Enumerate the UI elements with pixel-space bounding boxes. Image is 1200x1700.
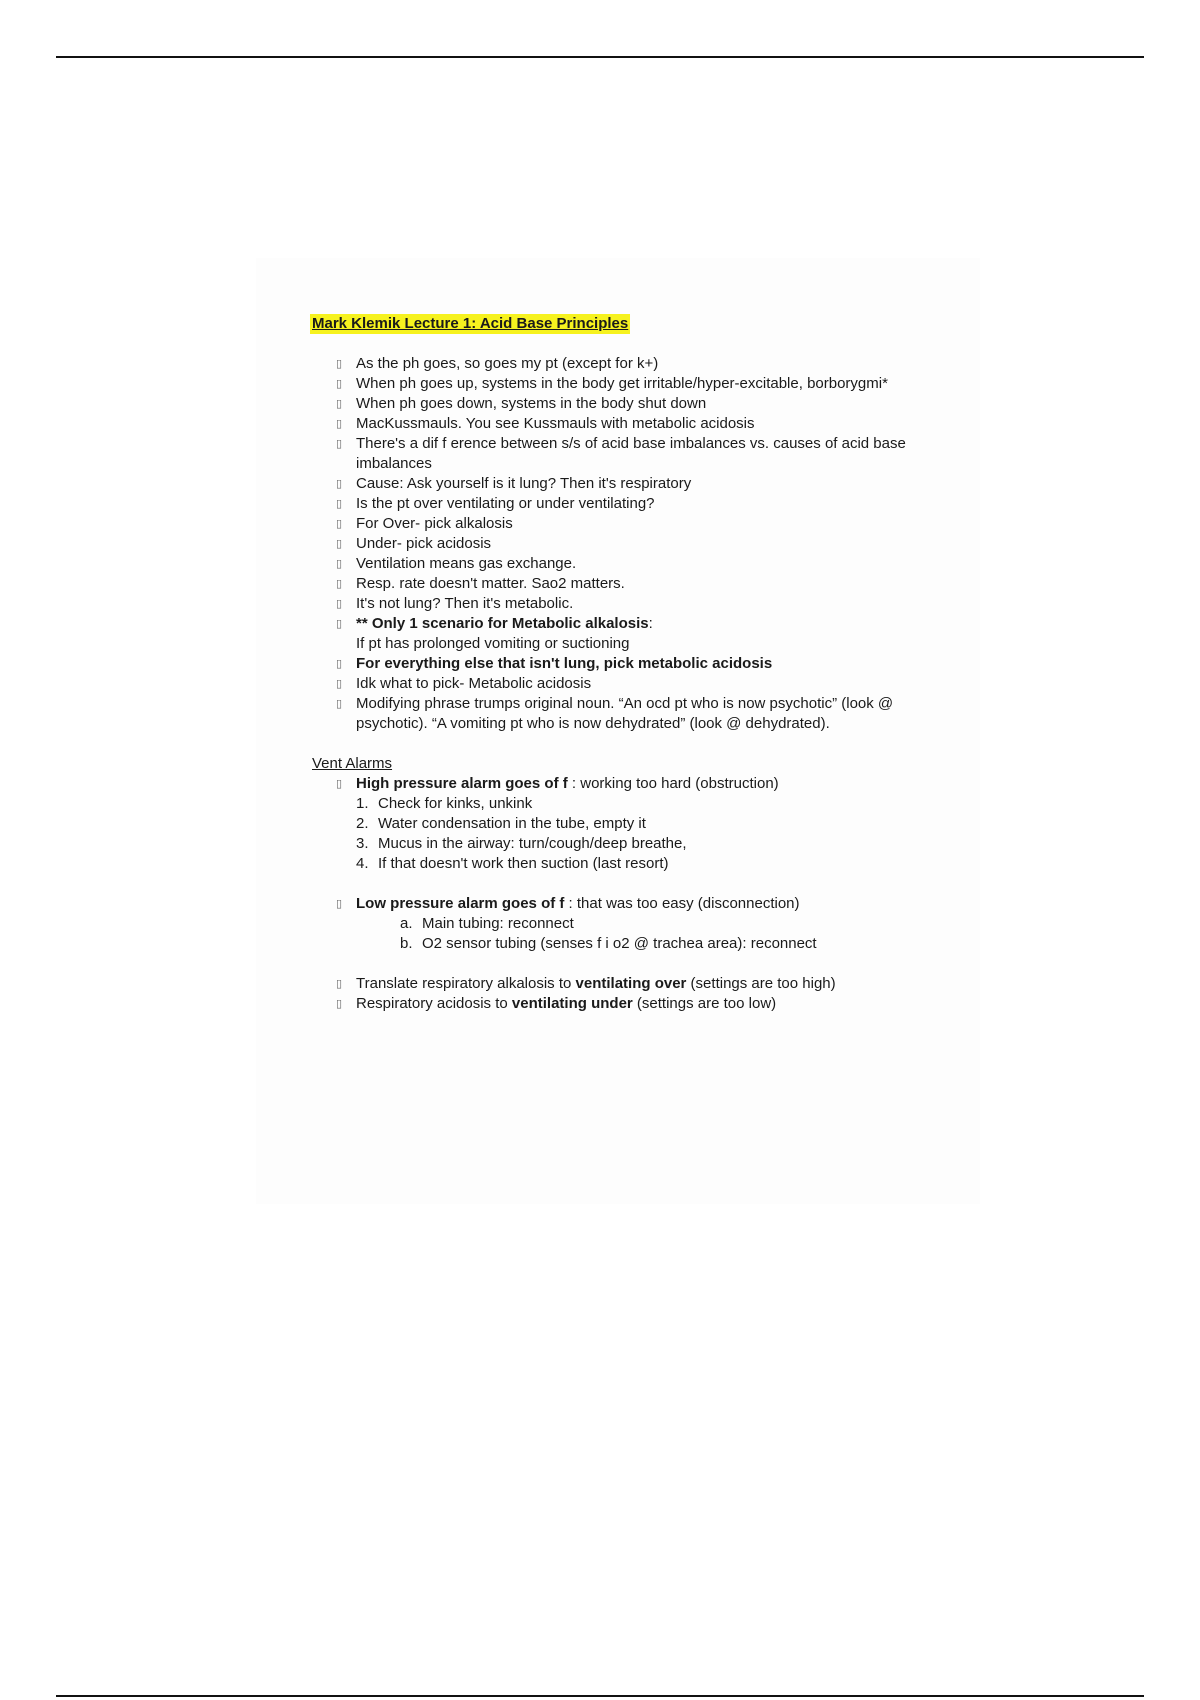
bullet-icon: ▯ <box>336 558 343 570</box>
bullet-icon: ▯ <box>336 418 343 430</box>
document-title-line <box>312 314 952 334</box>
bullet-icon: ▯ <box>336 358 343 370</box>
document-title: Mark Klemik Lecture 1: Acid Base Principles <box>312 315 629 332</box>
list-item: ▯ MacKussmauls. You see Kussmauls with metabolic acidosis <box>336 415 755 432</box>
numbered-step: 1. Check for kinks, unkink <box>356 795 533 812</box>
numbered-step: 2. Water condensation in the tube, empty it <box>356 815 646 832</box>
numbered-step: 4. If that doesn't work then suction (last resort) <box>356 855 669 872</box>
bullet-icon: ▯ <box>336 898 343 910</box>
document-content <box>312 314 952 1014</box>
bullet-icon: ▯ <box>336 618 343 630</box>
list-item: ▯ Modifying phrase trumps original noun. “An ocd pt who is now psychotic” (look @ psychotic). “A vomiting pt who is now dehydrated” (look @ dehydrated). <box>336 695 894 732</box>
bullet-icon: ▯ <box>336 478 343 490</box>
list-item: ▯ Idk what to pick- Metabolic acidosis <box>336 675 592 692</box>
list-item: ▯ When ph goes down, systems in the body shut down <box>336 395 707 412</box>
numbered-step: 3. Mucus in the airway: turn/cough/deep breathe, <box>356 835 687 852</box>
bullet-icon: ▯ <box>336 438 343 450</box>
list-item: ▯ Ventilation means gas exchange. <box>336 555 577 572</box>
bullet-icon: ▯ <box>336 518 343 530</box>
bullet-icon: ▯ <box>336 658 343 670</box>
list-item: ▯ It's not lung? Then it's metabolic. <box>336 595 574 612</box>
bullet-icon: ▯ <box>336 778 343 790</box>
list-item: ▯ For Over- pick alkalosis <box>336 515 513 532</box>
lettered-step: b. O2 sensor tubing (senses f i o2 @ trachea area): reconnect <box>400 935 817 952</box>
bullet-icon: ▯ <box>336 598 343 610</box>
translate-list <box>312 974 952 1014</box>
vent-alarms-heading: Vent Alarms <box>312 755 393 772</box>
bottom-rule <box>56 1695 1144 1697</box>
bullet-icon: ▯ <box>336 498 343 510</box>
bullet-icon: ▯ <box>336 538 343 550</box>
low-pressure-list <box>312 894 952 914</box>
list-item: ▯ Resp. rate doesn't matter. Sao2 matters. <box>336 575 625 592</box>
bullet-icon: ▯ <box>336 378 343 390</box>
list-item: ▯ Under- pick acidosis <box>336 535 492 552</box>
list-item: ▯ Is the pt over ventilating or under ventilating? <box>336 495 655 512</box>
list-item: ▯ As the ph goes, so goes my pt (except for k+) <box>336 355 659 372</box>
lettered-step: a. Main tubing: reconnect <box>400 915 574 932</box>
bullet-icon: ▯ <box>336 998 343 1010</box>
bullet-icon: ▯ <box>336 398 343 410</box>
list-item: ▯ When ph goes up, systems in the body get irritable/hyper-excitable, borborygmi* <box>336 375 888 392</box>
scenario-item: ▯ ** Only 1 scenario for Metabolic alkalosis: If pt has prolonged vomiting or suctioning <box>336 615 653 652</box>
translate-item: ▯ Respiratory acidosis to ventilating under (settings are too low) <box>336 995 777 1012</box>
high-pressure-list <box>312 774 952 794</box>
list-item: ▯ There's a dif f erence between s/s of acid base imbalances vs. causes of acid base imbalances <box>336 435 906 472</box>
bullet-icon: ▯ <box>336 578 343 590</box>
list-item: ▯ Cause: Ask yourself is it lung? Then it's respiratory <box>336 475 692 492</box>
bullet-icon: ▯ <box>336 978 343 990</box>
everything-else-item: ▯ For everything else that isn't lung, pick metabolic acidosis <box>336 655 773 672</box>
bullet-icon: ▯ <box>336 698 343 710</box>
low-pressure-item: ▯ Low pressure alarm goes of f : that was too easy (disconnection) <box>336 895 800 912</box>
principles-list <box>312 354 952 734</box>
translate-item: ▯ Translate respiratory alkalosis to ventilating over (settings are too high) <box>336 975 836 992</box>
high-pressure-item: ▯ High pressure alarm goes of f : working too hard (obstruction) <box>336 775 779 792</box>
bullet-icon: ▯ <box>336 678 343 690</box>
top-rule <box>56 56 1144 58</box>
